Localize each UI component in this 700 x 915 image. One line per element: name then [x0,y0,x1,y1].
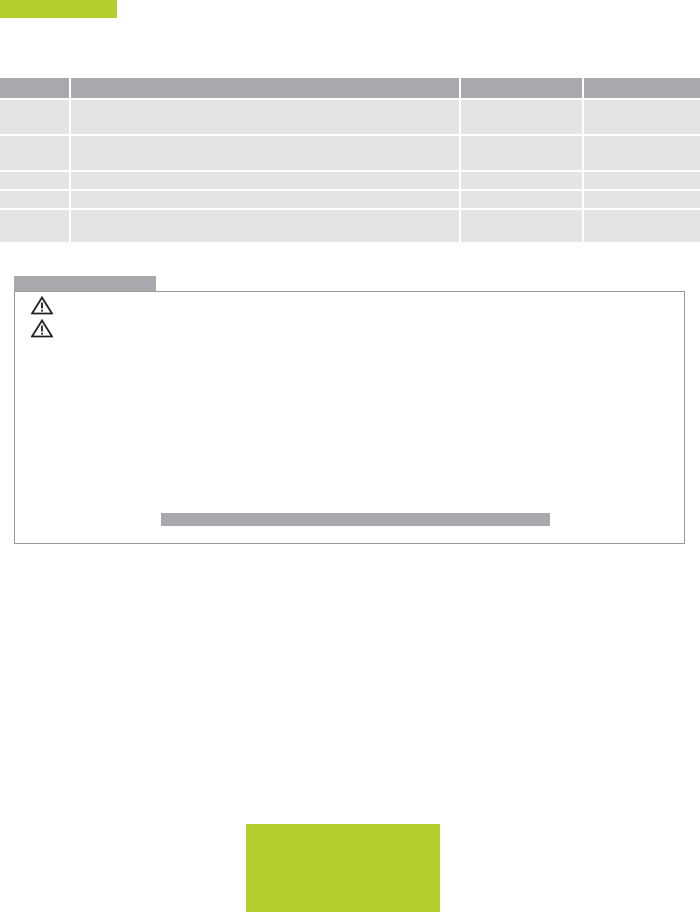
section-title [0,0,117,18]
warning-row [31,296,59,315]
header-function [70,78,460,99]
range-value [583,190,700,209]
range-value [583,99,700,135]
desc-line [70,209,460,242]
warning-icon [31,296,53,315]
caution-icon [31,319,53,338]
caution-row [31,319,59,338]
settings-table [0,78,700,242]
table-row [0,209,700,242]
table-row [0,171,700,190]
desc-line [70,171,460,190]
header-range [583,78,700,99]
initial-value [460,171,583,190]
range-value [583,135,700,171]
initial-value [460,209,583,242]
header-symbol [0,78,70,99]
table-row [0,135,700,171]
digital-char-row [161,497,550,513]
table-row [0,99,700,135]
range-value [583,209,700,242]
initial-value [460,190,583,209]
initial-value [460,135,583,171]
caution-box [14,291,685,544]
header-initial [460,78,583,99]
table-header-row [0,78,700,99]
company-card [246,824,440,912]
section-header [0,0,117,18]
caution-tab [14,276,156,291]
digital-char-table [161,497,550,526]
desc-line [70,190,460,209]
table-row [0,190,700,209]
letter-row [161,513,550,526]
range-value [583,171,700,190]
initial-value [460,99,583,135]
